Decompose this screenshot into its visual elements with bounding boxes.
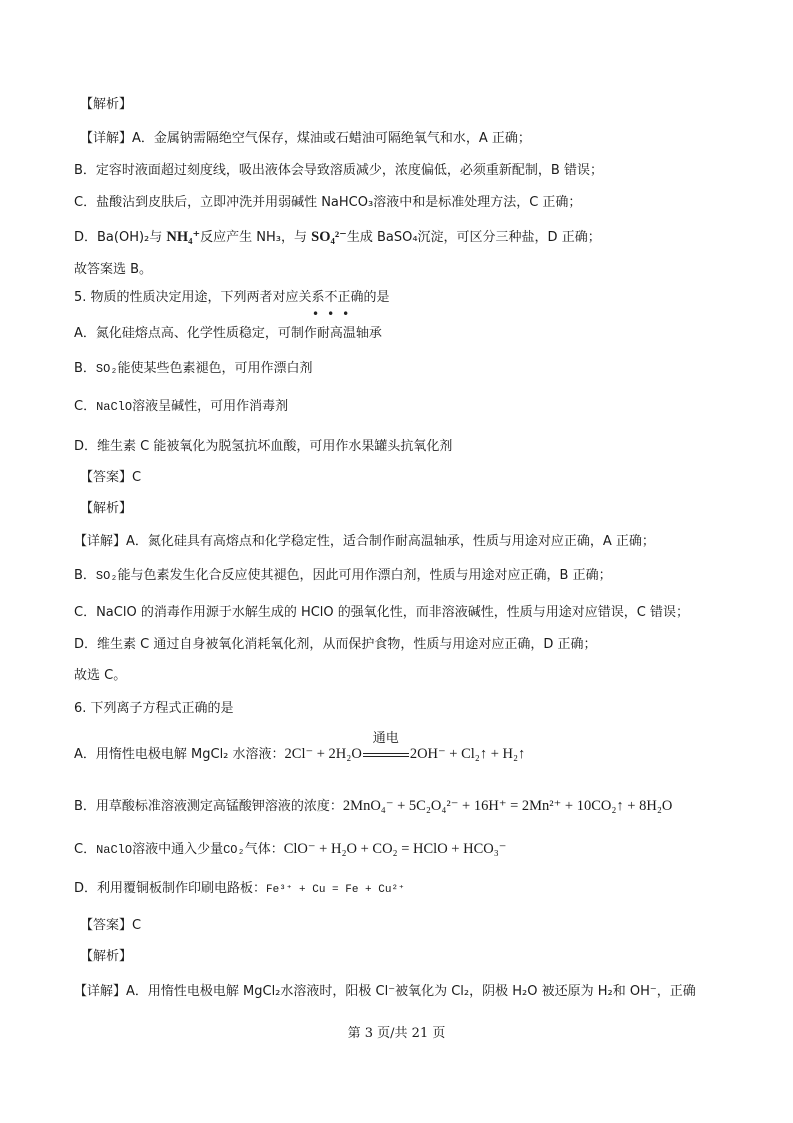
q6-option-c-post: 气体： [244, 842, 284, 857]
q5-detail-b-post: 能与色素发生化合反应使其褪色，因此可用作漂白剂，性质与用途对应正确，B 正确； [117, 568, 612, 583]
q5-option-c-post: 溶液呈碱性，可用作消毒剂 [132, 399, 289, 414]
q5-stem: 5. 物质的性质决定用途，下列两者对应关系不正确的是 [74, 290, 390, 305]
q6-option-b-text: B．用草酸标准溶液测定高锰酸钾溶液的浓度： [74, 799, 343, 814]
q6-option-c-pre: C． [74, 842, 97, 857]
q5-detail-b-pre: B． [74, 568, 96, 583]
q6-option-a-text: A．用惰性电极电解 MgCl₂ 水溶液： [74, 747, 285, 762]
q6-analysis-heading: 【解析】 [80, 949, 133, 964]
answer-conclusion: 故答案选 B。 [74, 262, 153, 277]
q5-detail-d: D．维生素 C 通过自身被氧化消耗氧化剂，从而保护食物，性质与用途对应正确，D 正确； [74, 637, 597, 652]
naclo-formula: NaClO [96, 400, 133, 414]
emphasis-dots: ••• [312, 307, 358, 321]
q5-detail-c: C．NaClO 的消毒作用源于水解生成的 HClO 的强氧化性，而非溶液碱性，性质与用途对应错误，C 错误； [74, 605, 689, 620]
oxalate-equation: 2MnO₄⁻ + 5C₂O₄²⁻ + 16H⁺ = 2Mn²⁺ + 10CO₂↑ + 8H₂O [342, 798, 673, 814]
q5-detail-b [74, 567, 753, 585]
electrolysis-arrow [362, 731, 410, 764]
detail-d [74, 228, 753, 247]
q5-option-c [74, 398, 753, 416]
q5-option-c-pre: C． [74, 399, 97, 414]
circuit-equation: Fe³⁺ + Cu = Fe + Cu²⁺ [266, 884, 405, 896]
q6-detail-a: 【详解】A．用惰性电极电解 MgCl₂水溶液时，阳极 Cl⁻被氧化为 Cl₂，阴极 H₂O 被还原为 H₂和 OH⁻，正确 [74, 984, 696, 999]
q6-option-d-text: D．利用覆铜板制作印刷电路板： [74, 881, 267, 896]
detail-a: 【详解】A．金属钠需隔绝空气保存，煤油或石蜡油可隔绝氧气和水，A 正确； [80, 131, 531, 146]
sulfate-formula: SO₄²⁻ [311, 229, 347, 245]
co2-formula: CO₂ [223, 843, 245, 857]
q6-option-d [74, 880, 753, 899]
detail-c: C．盐酸沾到皮肤后，立即冲洗并用弱碱性 NaHCO₃溶液中和是标准处理方法，C 正确； [74, 195, 582, 210]
detail-b: B．定容时液面超过刻度线，吸出液体会导致溶质减少，浓度偏低，必须重新配制，B 错误； [74, 163, 603, 178]
electrolysis-right: 2OH⁻ + Cl₂↑ + H₂↑ [409, 746, 526, 762]
page-footer: 第 3 页/共 21 页 [347, 1026, 446, 1041]
q6-stem: 6. 下列离子方程式正确的是 [74, 701, 234, 716]
analysis-heading: 【解析】 [80, 97, 133, 112]
detail-d-post: 生成 BaSO₄沉淀，可区分三种盐，D 正确； [346, 230, 601, 245]
naclo-formula-2: NaClO [96, 843, 133, 857]
q5-option-a: A．氮化硅熔点高、化学性质稳定，可制作耐高温轴承 [74, 326, 382, 341]
q5-option-b-pre: B． [74, 361, 96, 376]
q5-analysis-heading: 【解析】 [80, 501, 133, 516]
q6-option-c-mid: 溶液中通入少量 [132, 842, 224, 857]
q6-answer: 【答案】C [80, 918, 142, 933]
q5-detail-a: 【详解】A．氮化硅具有高熔点和化学稳定性，适合制作耐高温轴承，性质与用途对应正确，A 正确； [74, 534, 655, 549]
so2-formula-2: SO₂ [95, 569, 118, 583]
q5-conclusion: 故选 C。 [74, 668, 127, 683]
q5-option-d: D．维生素 C 能被氧化为脱氢抗坏血酸，可用作水果罐头抗氧化剂 [74, 439, 453, 454]
ammonium-formula: NH₄⁺ [166, 229, 201, 245]
q6-option-c [74, 840, 753, 859]
electrolysis-left: 2Cl⁻ + 2H₂O [284, 746, 362, 762]
q5-option-b [74, 360, 753, 378]
detail-d-pre: D．Ba(OH)₂与 [74, 230, 167, 245]
so2-formula: SO₂ [95, 362, 118, 376]
hypochlorite-equation: ClO⁻ + H₂O + CO₂ = HClO + HCO₃⁻ [283, 841, 507, 857]
condition-label: 通电 [372, 731, 399, 746]
q5-answer: 【答案】C [80, 470, 142, 485]
q6-option-a [74, 731, 753, 764]
q5-option-b-post: 能使某些色素褪色，可用作漂白剂 [117, 361, 313, 376]
detail-d-mid: 反应产生 NH₃，与 [200, 230, 312, 245]
q6-option-b [74, 797, 753, 816]
